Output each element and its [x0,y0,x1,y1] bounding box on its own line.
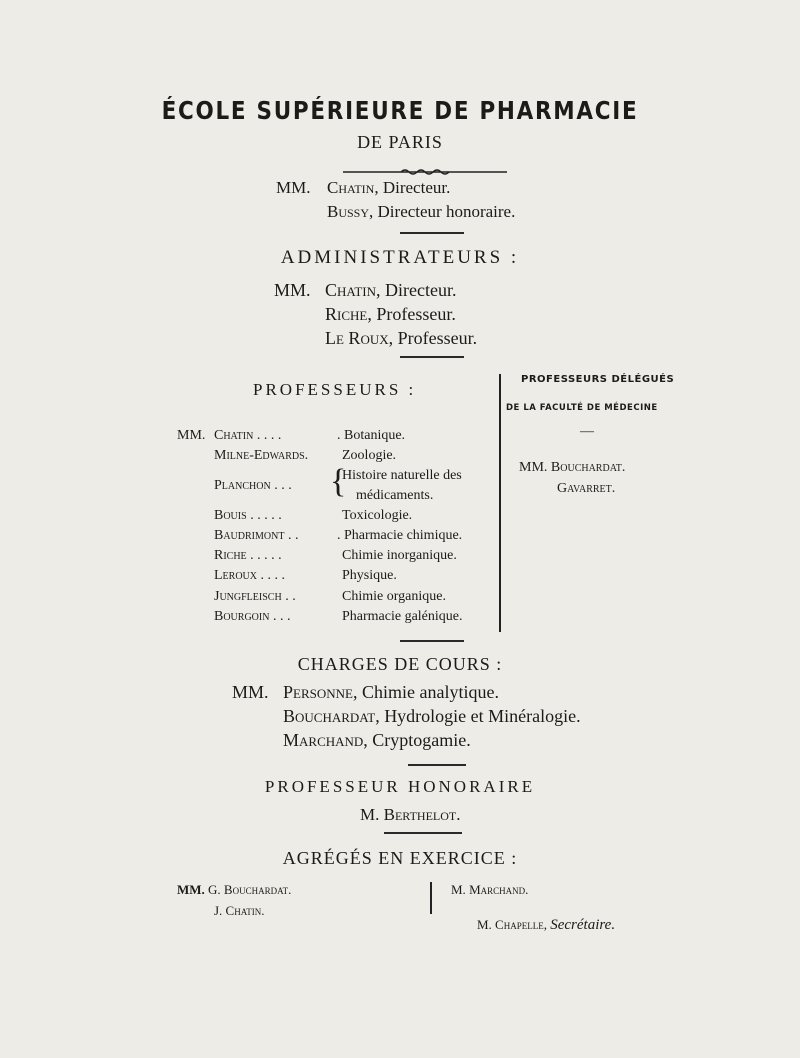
charge-row [283,706,581,727]
delegues-heading: PROFESSEURS DÉLÉGUÉS [521,374,675,385]
leader-dots: . . . [272,609,291,624]
secretaire-name: M. Chapelle, [477,917,547,932]
agreges-prefix: MM. [177,882,205,897]
column-divider [499,374,501,632]
professeur-name: Baudrimont [214,528,285,543]
professeur-row [214,589,296,605]
ornament-icon [343,168,507,176]
person-name: G. Bouchardat. [208,882,292,897]
divider [384,832,462,834]
person-name: J. Chatin. [214,903,265,918]
administrateur-row [325,280,456,301]
agrege-row [177,882,291,898]
professeur-subject: . Pharmacie chimique. [337,528,463,543]
professeur-row [214,428,281,444]
professeur-name: Riche [214,548,247,563]
professeur-row [214,448,308,464]
person-name: Bouchardat [283,706,376,726]
person-subject: , Chimie analytique. [352,682,499,702]
professeur-name: Jungfleisch [214,589,282,604]
administrateur-row [325,328,477,349]
professeur-subject: Histoire naturelle des [342,468,462,483]
honoraire-heading: PROFESSEUR HONORAIRE [264,777,536,796]
professeur-subject: Chimie inorganique. [342,548,457,563]
delegues-subheading: DE LA FACULTÉ DE MÉDECINE [506,403,658,413]
leader-dots: . . . . . [250,508,282,523]
charge-row [283,682,499,703]
professeur-name: Bourgoin [214,609,270,624]
agrege-row [451,882,528,898]
professeur-subject: . Botanique. [337,428,406,443]
professeur-name: Chatin [214,428,254,443]
direction-row [327,202,515,222]
person-name: Berthelot. [383,805,461,824]
divider [408,764,466,766]
delegues-dash: — [580,424,594,439]
charges-heading: CHARGES DE COURS : [297,654,503,674]
professeur-row [214,568,285,584]
person-role: , Directeur. [376,280,457,300]
direction-prefix: MM. [276,178,311,197]
person-role: , Professeur. [367,304,456,324]
professeur-name: Leroux [214,568,257,583]
agreges-right-prefix: M. [451,882,466,897]
leader-dots: . . . . . [250,548,282,563]
professeur-subject: Chimie organique. [342,589,446,604]
person-role: , Directeur. [374,178,451,197]
person-subject: , Cryptogamie. [363,730,471,750]
agreges-divider [430,882,432,914]
delegue-row [519,460,625,476]
honoraire-row [360,805,460,825]
person-name: Marchand. [469,882,529,897]
person-name: Marchand [283,730,364,750]
professeur-row [214,528,298,544]
person-name: Chatin [325,280,376,300]
divider [400,232,464,234]
person-name: Chatin [327,178,375,197]
professeur-name: Milne-Edwards [214,448,305,463]
professeur-row [214,508,282,524]
leader-dots: . . . [274,478,292,493]
professeur-subject-continued: médicaments. [356,488,434,503]
delegue-name: Gavarret. [557,481,616,496]
delegue-name: Bouchardat. [550,460,626,475]
professeur-row [214,609,290,625]
person-role: , Professeur. [388,328,478,348]
honoraire-prefix: M. [360,805,380,824]
administrateurs-heading: ADMINISTRATEURS : [280,247,520,268]
administrateurs-prefix: MM. [274,280,311,300]
agreges-heading: AGRÉGÉS EN EXERCICE : [282,848,518,868]
professeur-subject: Zoologie. [342,448,397,463]
delegues-prefix: MM. [519,460,548,475]
person-subject: , Hydrologie et Minéralogie. [375,706,581,726]
school-subtitle: DE PARIS [357,132,443,152]
person-name: Le Roux [325,328,389,348]
person-role: , Directeur honoraire. [369,202,516,221]
leader-dots: . . . . [256,428,282,443]
leader-dots: . . [285,589,296,604]
professeurs-prefix: MM. [177,428,206,443]
professeur-name: Bouis [214,508,247,523]
charges-prefix: MM. [232,682,269,702]
person-name: Riche [325,304,368,324]
professeur-subject: Pharmacie galénique. [342,609,463,624]
direction-row [327,178,450,198]
professeurs-heading: PROFESSEURS : [253,380,417,399]
person-name: Personne [283,682,353,702]
leader-dots: . . [287,528,299,543]
professeur-subject: Physique. [342,568,397,583]
brace-icon: { [330,463,347,500]
school-title: ÉCOLE SUPÉRIEURE DE PHARMACIE [161,96,639,125]
professeur-name: Planchon [214,478,271,493]
leader-dots: . [304,448,309,463]
secretaire-row [477,917,615,934]
charge-row [283,730,471,751]
professeur-row [214,548,282,564]
divider [400,356,464,358]
professeur-subject: Toxicologie. [342,508,413,523]
administrateur-row [325,304,456,325]
professeur-row [214,478,292,494]
divider [400,640,464,642]
leader-dots: . . . . [260,568,285,583]
person-name: Bussy [327,202,370,221]
secretaire-role: Secrétaire. [550,917,616,933]
